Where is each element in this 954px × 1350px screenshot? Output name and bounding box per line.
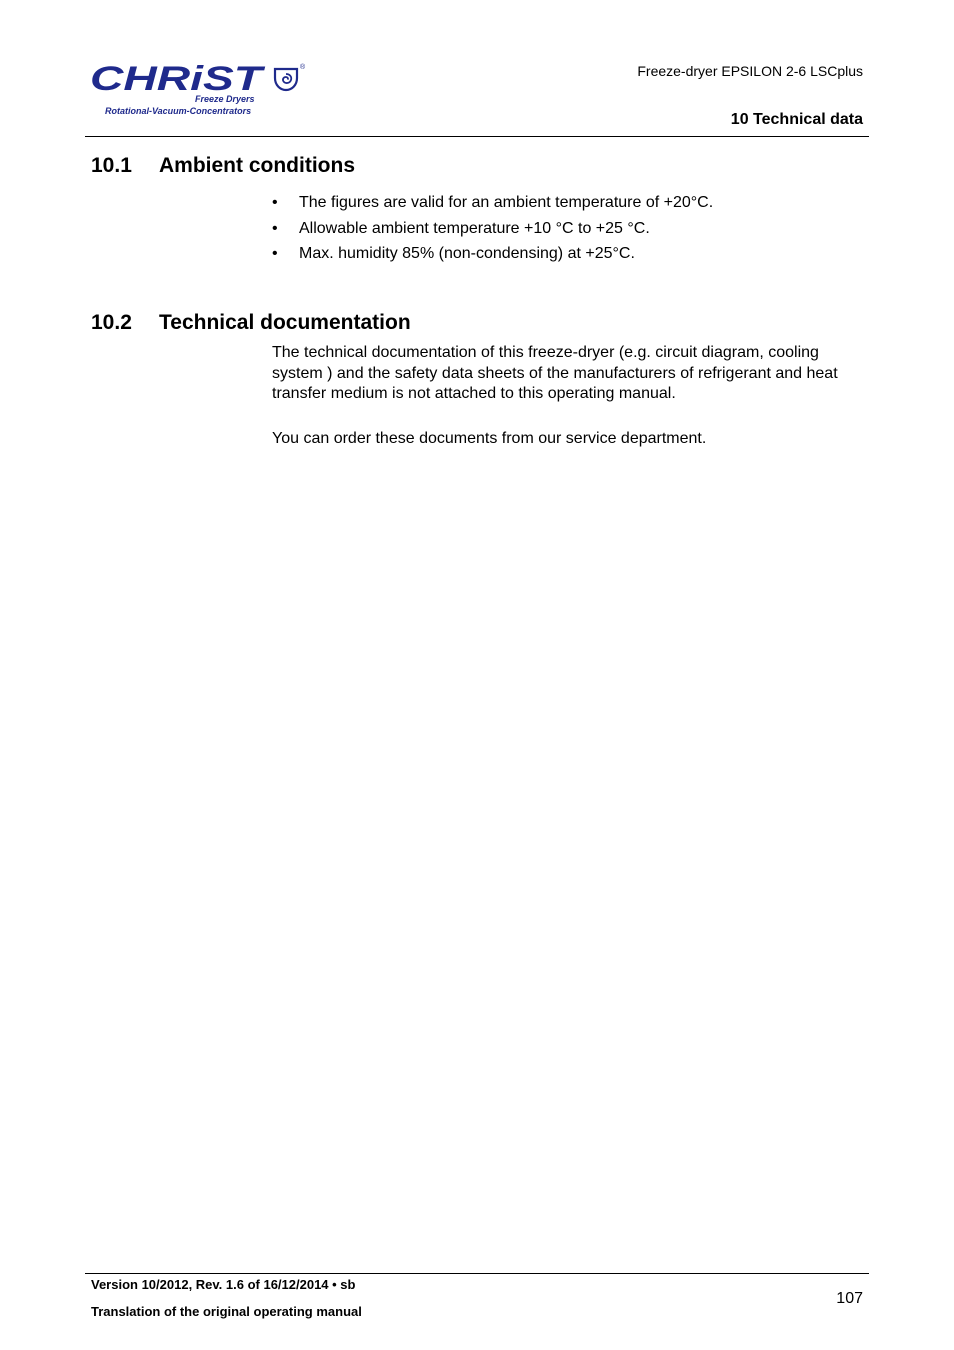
- section-title: Ambient conditions: [159, 154, 355, 177]
- header-divider: [85, 136, 869, 137]
- header-product-name: Freeze-dryer EPSILON 2-6 LSCplus: [637, 63, 863, 79]
- logo-tagline-concentrators: Rotational-Vacuum-Concentrators: [105, 106, 252, 116]
- documentation-paragraph: The technical documentation of this freeze-dryer (e.g. circuit diagram, cooling system ) and the safety data sheets of the manufacturers of refrigerant and heat transfer medium is not attached to this operating manual.: [272, 344, 838, 402]
- bullet-icon: •: [272, 245, 278, 262]
- list-item: • The figures are valid for an ambient temperature of +20°C.: [272, 192, 872, 218]
- section-heading-ambient-conditions: [91, 154, 355, 178]
- christ-wordmark: [90, 62, 270, 94]
- section-number: 10.1: [91, 154, 132, 177]
- svg-text:CHRiST: CHRiST: [90, 62, 267, 94]
- footer-divider: [85, 1273, 869, 1274]
- list-item: • Allowable ambient temperature +10 °C to +25 °C.: [272, 218, 872, 244]
- ambient-conditions-list: [272, 192, 872, 269]
- header-chapter-title: 10 Technical data: [730, 111, 863, 128]
- section-title: Technical documentation: [159, 311, 411, 334]
- section-heading-technical-documentation: [91, 311, 411, 335]
- service-order-paragraph: You can order these documents from our service department.: [272, 430, 707, 447]
- footer-translation-note: Translation of the original operating manual: [91, 1304, 362, 1319]
- bullet-icon: •: [272, 219, 278, 237]
- registered-mark: ®: [300, 64, 306, 71]
- logo-tagline-freeze-dryers: Freeze Dryers: [195, 94, 255, 104]
- page-number: 107: [836, 1290, 863, 1307]
- footer-version: Version 10/2012, Rev. 1.6 of 16/12/2014 • sb: [91, 1277, 356, 1292]
- swirl-emblem-icon: [273, 66, 299, 92]
- section-number: 10.2: [91, 311, 132, 334]
- list-item: • Max. humidity 85% (non-condensing) at +25°C.: [272, 243, 872, 269]
- bullet-icon: •: [272, 194, 278, 211]
- christ-logo: [90, 62, 310, 118]
